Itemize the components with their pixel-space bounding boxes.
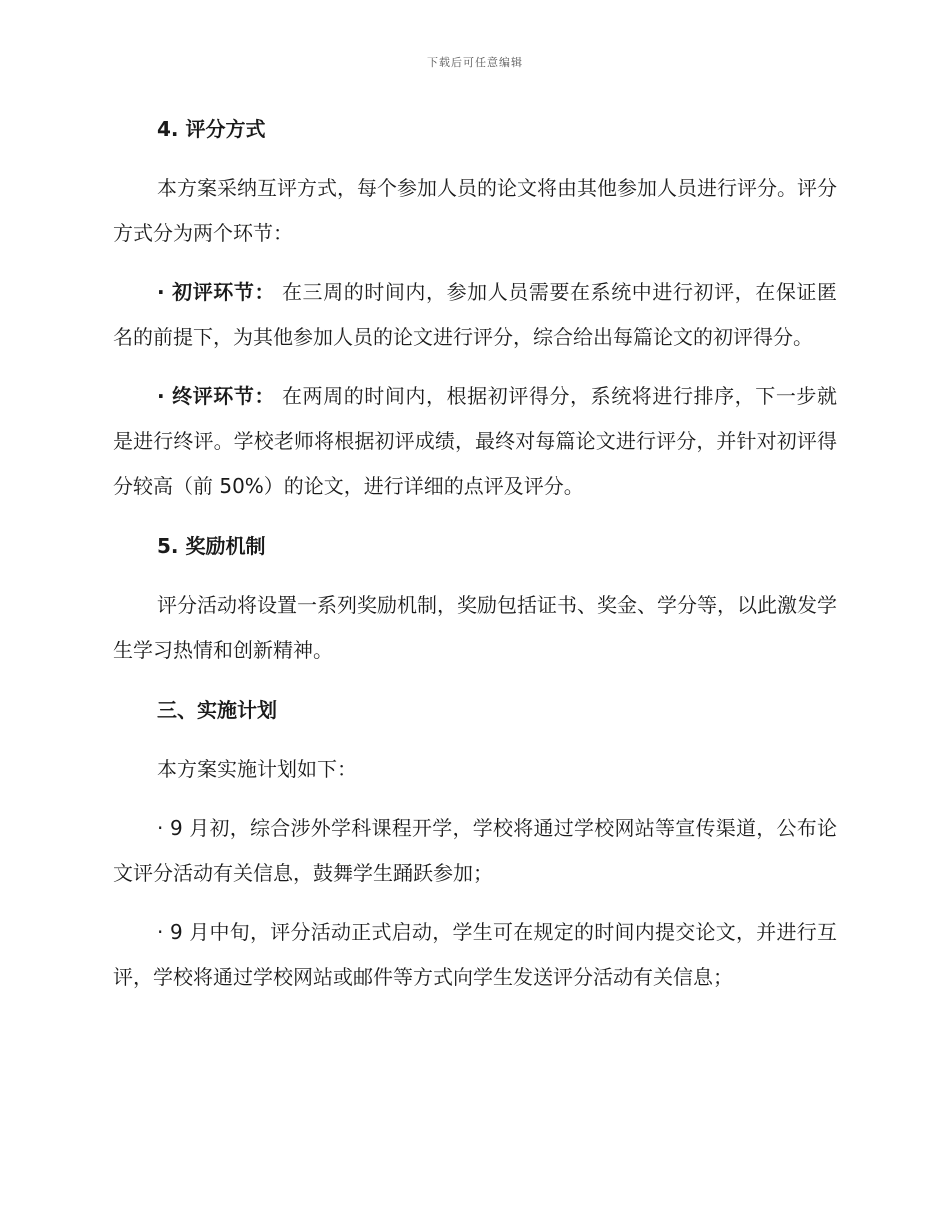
stage2-text: 在两周的时间内，根据初评得分，系统将进行排序，下一步就是进行终评。学校老师将根据初评成绩，最终对每篇论文进行评分，并针对初评得分较高（前 50%）的论文，进行详细的点评及评分。 xyxy=(113,384,837,498)
section-heading-scoring: 4. 评分方式 xyxy=(157,117,266,141)
stage2-label: · 终评环节： xyxy=(157,384,276,408)
plan-intro: 本方案实施计划如下： xyxy=(157,757,357,781)
scoring-stage1 xyxy=(113,270,837,360)
page-header: 下载后可任意编辑 xyxy=(427,56,523,69)
stage1-text: 在三周的时间内，参加人员需要在系统中进行初评，在保证匿名的前提下，为其他参加人员的论文进行评分，综合给出每篇论文的初评得分。 xyxy=(113,280,837,349)
plan-item-2: · 9 月中旬，评分活动正式启动，学生可在规定的时间内提交论文，并进行互评，学校将通过学校网站或邮件等方式向学生发送评分活动有关信息； xyxy=(113,920,837,989)
stage1-label: · 初评环节： xyxy=(157,280,276,304)
section-heading-plan: 三、实施计划 xyxy=(157,698,277,722)
section-heading-reward: 5. 奖励机制 xyxy=(157,534,266,558)
document-body xyxy=(113,112,837,1000)
reward-text: 评分活动将设置一系列奖励机制，奖励包括证书、奖金、学分等，以此激发学生学习热情和创新精神。 xyxy=(113,593,837,662)
plan-item-1: · 9 月初，综合涉外学科课程开学，学校将通过学校网站等宣传渠道，公布论文评分活动有关信息，鼓舞学生踊跃参加； xyxy=(113,816,837,885)
scoring-intro: 本方案采纳互评方式，每个参加人员的论文将由其他参加人员进行评分。评分方式分为两个环节： xyxy=(113,176,837,245)
scoring-stage2 xyxy=(113,374,837,509)
